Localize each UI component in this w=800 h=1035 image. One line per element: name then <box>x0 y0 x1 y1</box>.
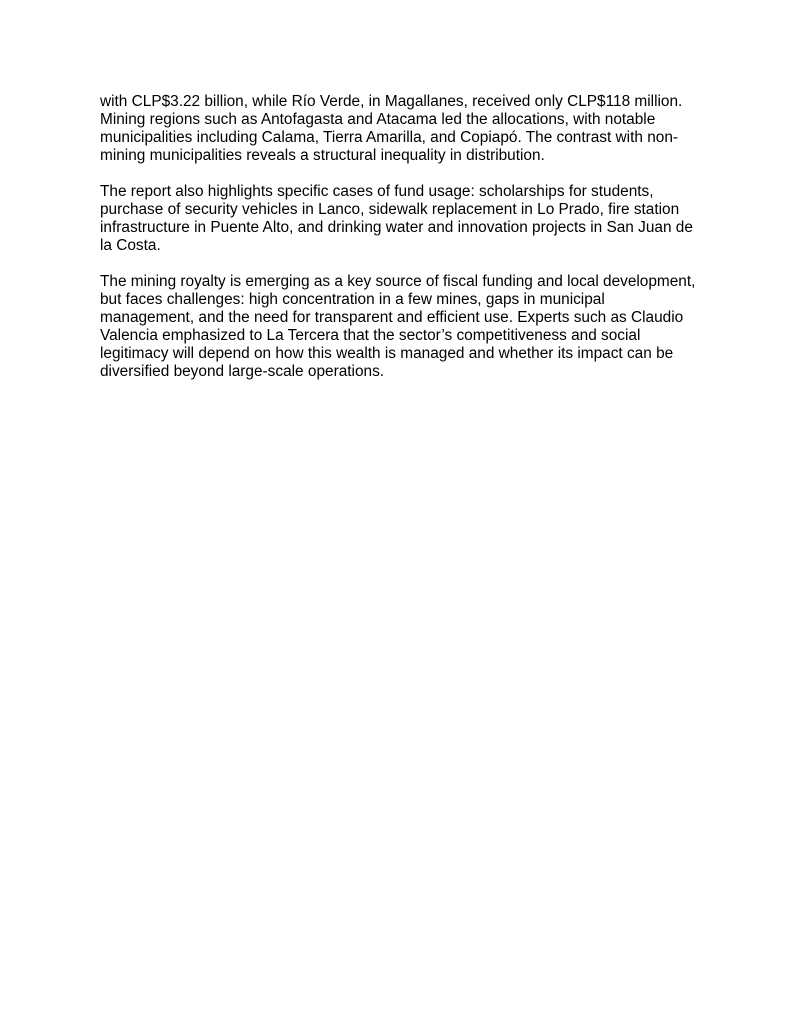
document-body <box>100 93 703 399</box>
paragraph-royalty-distribution: with CLP$3.22 billion, while Río Verde, in Magallanes, received only CLP$118 million. Mining regions such as Antofagasta and Atacama led the allocations, with notable municipalities including Calama, Tierra Amarilla, and Copiapó. The contrast with non-mining municipalities reveals a structural inequality in distribution. <box>100 93 683 164</box>
paragraph-fund-usage: The report also highlights specific cases of fund usage: scholarships for students, purchase of security vehicles in Lanco, sidewalk replacement in Lo Prado, fire station infrastructure in Puente Alto, and drinking water and innovation projects in San Juan de la Costa. <box>100 183 693 254</box>
paragraph-challenges: The mining royalty is emerging as a key source of fiscal funding and local development, but faces challenges: high concentration in a few mines, gaps in municipal management, and the need for transparent and efficient use. Experts such as Claudio Valencia emphasized to La Tercera that the sector’s competitiveness and social legitimacy will depend on how this wealth is managed and whether its impact can be diversified beyond large-scale operations. <box>100 273 696 380</box>
